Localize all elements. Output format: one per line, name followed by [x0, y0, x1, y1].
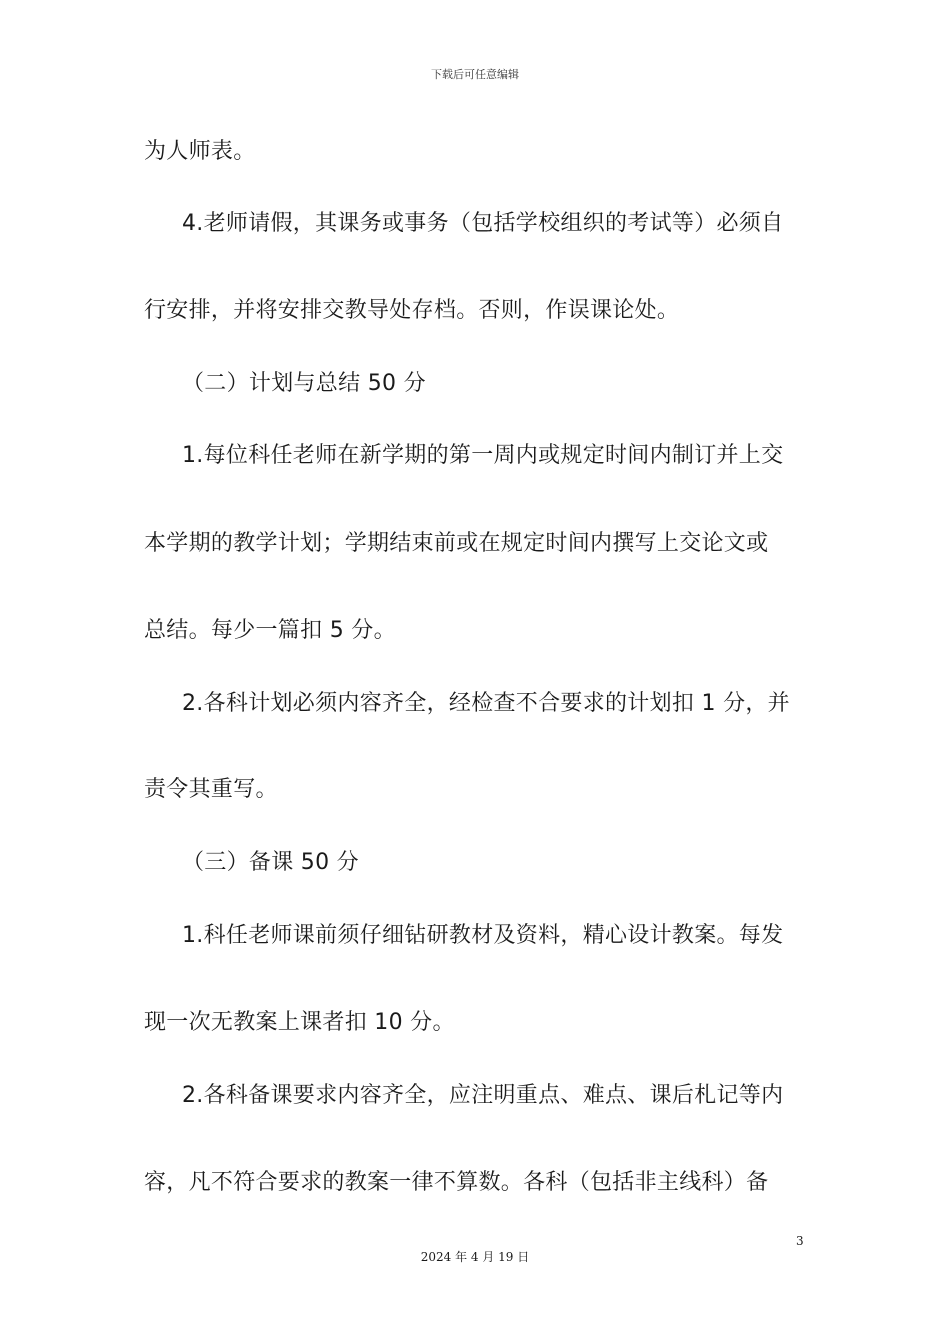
body-line: 现一次无教案上课者扣 10 分。: [144, 1010, 455, 1035]
body-line: 1.科任老师课前须仔细钻研教材及资料，精心设计教案。每发: [182, 923, 784, 948]
body-line: 本学期的教学计划；学期结束前或在规定时间内撰写上交论文或: [144, 531, 769, 556]
body-line: 容，凡不符合要求的教案一律不算数。各科（包括非主线科）备: [144, 1170, 769, 1195]
body-line: 总结。每少一篇扣 5 分。: [144, 618, 396, 643]
body-line: 2.各科备课要求内容齐全，应注明重点、难点、课后札记等内: [182, 1083, 784, 1108]
body-line: 1.每位科任老师在新学期的第一周内或规定时间内制订并上交: [182, 443, 784, 468]
body-line: 为人师表。: [144, 139, 256, 164]
body-line: 4.老师请假，其课务或事务（包括学校组织的考试等）必须自: [182, 211, 784, 236]
footer-date: 2024 年 4 月 19 日: [420, 1250, 530, 1264]
header-note: 下载后可任意编辑: [431, 68, 519, 81]
section-heading: （二）计划与总结 50 分: [182, 371, 426, 396]
page-number: 3: [796, 1234, 804, 1248]
body-line: 责令其重写。: [144, 777, 278, 802]
body-line: 行安排，并将安排交教导处存档。否则，作误课论处。: [144, 298, 680, 323]
body-line: 2.各科计划必须内容齐全，经检查不合要求的计划扣 1 分，并: [182, 691, 790, 716]
section-heading: （三）备课 50 分: [182, 850, 359, 875]
